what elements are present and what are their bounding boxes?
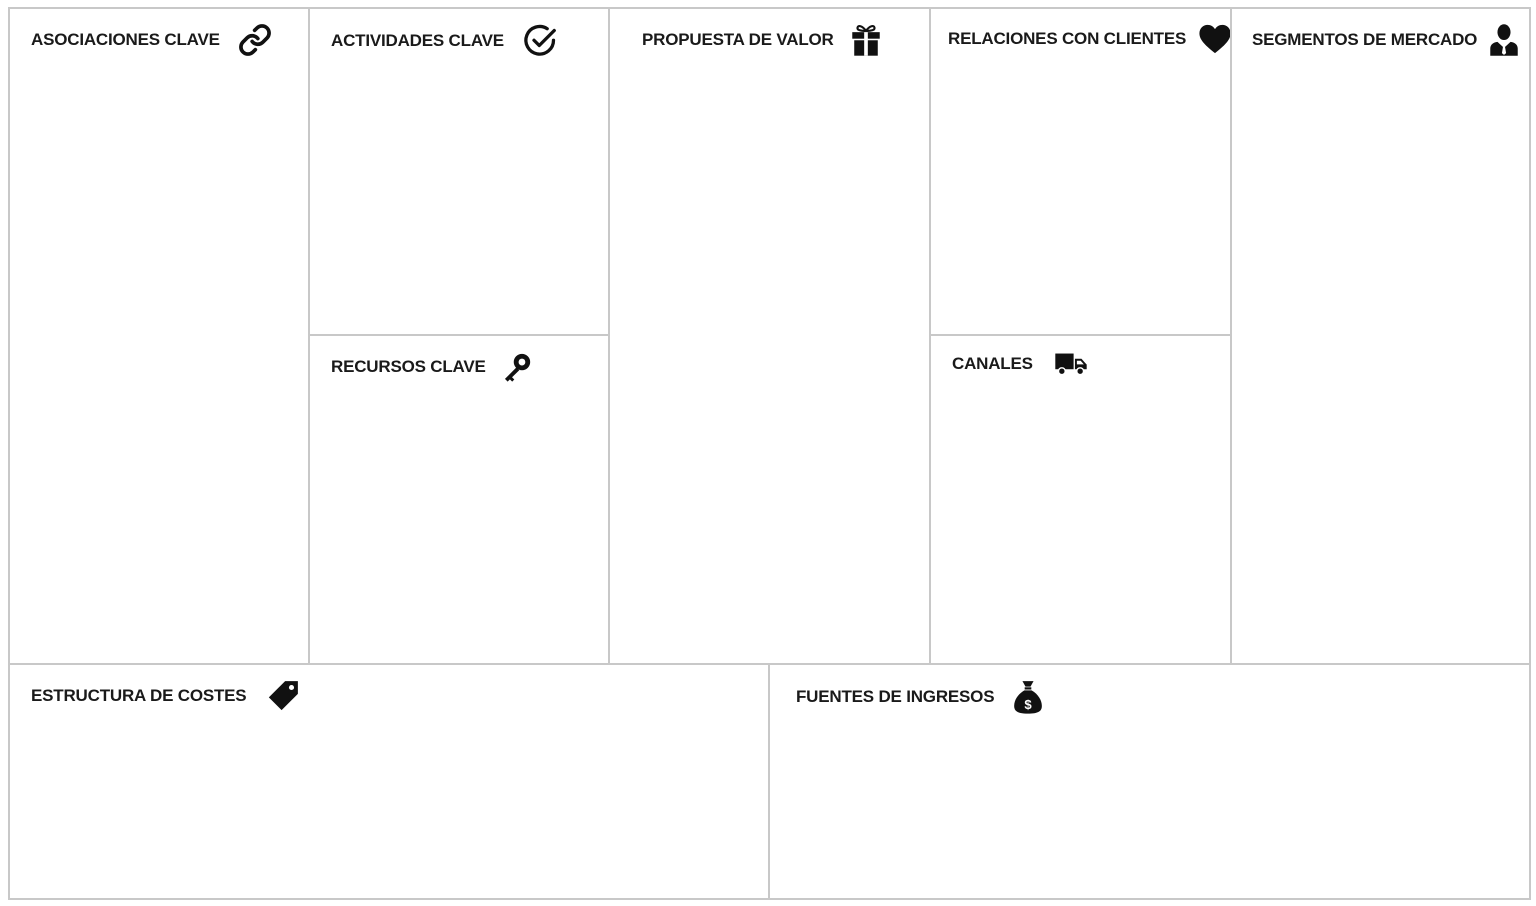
block-customer-relationships-header [948, 23, 1232, 55]
block-key-partners-header [31, 23, 272, 57]
block-key-activities [308, 7, 610, 336]
block-customer-segments-title: SEGMENTOS DE MERCADO [1252, 30, 1478, 49]
block-key-activities-title: ACTIVIDADES CLAVE [331, 31, 504, 50]
block-cost-structure-title: ESTRUCTURA DE COSTES [31, 686, 247, 705]
block-cost-structure-header [31, 679, 300, 713]
block-revenue-streams-header [796, 679, 1044, 715]
key-icon [500, 350, 534, 384]
block-customer-relationships [929, 7, 1232, 336]
link-icon [238, 23, 272, 57]
block-customer-segments-header [1252, 23, 1519, 57]
check-circle-icon [522, 23, 558, 59]
block-customer-segments [1230, 7, 1531, 665]
block-channels-header [952, 350, 1088, 378]
gift-icon [850, 23, 882, 57]
block-key-activities-header [331, 23, 558, 59]
svg-text:$: $ [1024, 696, 1032, 712]
block-key-resources-header [331, 350, 534, 384]
block-revenue-streams [768, 663, 1531, 900]
block-channels [929, 334, 1232, 665]
block-key-partners-title: ASOCIACIONES CLAVE [31, 30, 220, 49]
block-key-resources-title: RECURSOS CLAVE [331, 357, 486, 376]
money-bag-icon [1012, 679, 1044, 715]
block-customer-relationships-title: RELACIONES CON CLIENTES [948, 29, 1187, 48]
block-revenue-streams-title: FUENTES DE INGRESOS [796, 687, 995, 706]
truck-icon [1054, 350, 1088, 378]
price-tag-icon [266, 679, 300, 713]
block-value-proposition-header [642, 23, 882, 57]
block-channels-title: CANALES [952, 354, 1033, 373]
person-icon [1489, 23, 1519, 57]
block-value-proposition [608, 7, 931, 665]
block-value-proposition-title: PROPUESTA DE VALOR [642, 30, 834, 49]
heart-icon [1198, 23, 1232, 55]
block-cost-structure [8, 663, 770, 900]
block-key-partners [8, 7, 310, 665]
block-key-resources [308, 334, 610, 665]
